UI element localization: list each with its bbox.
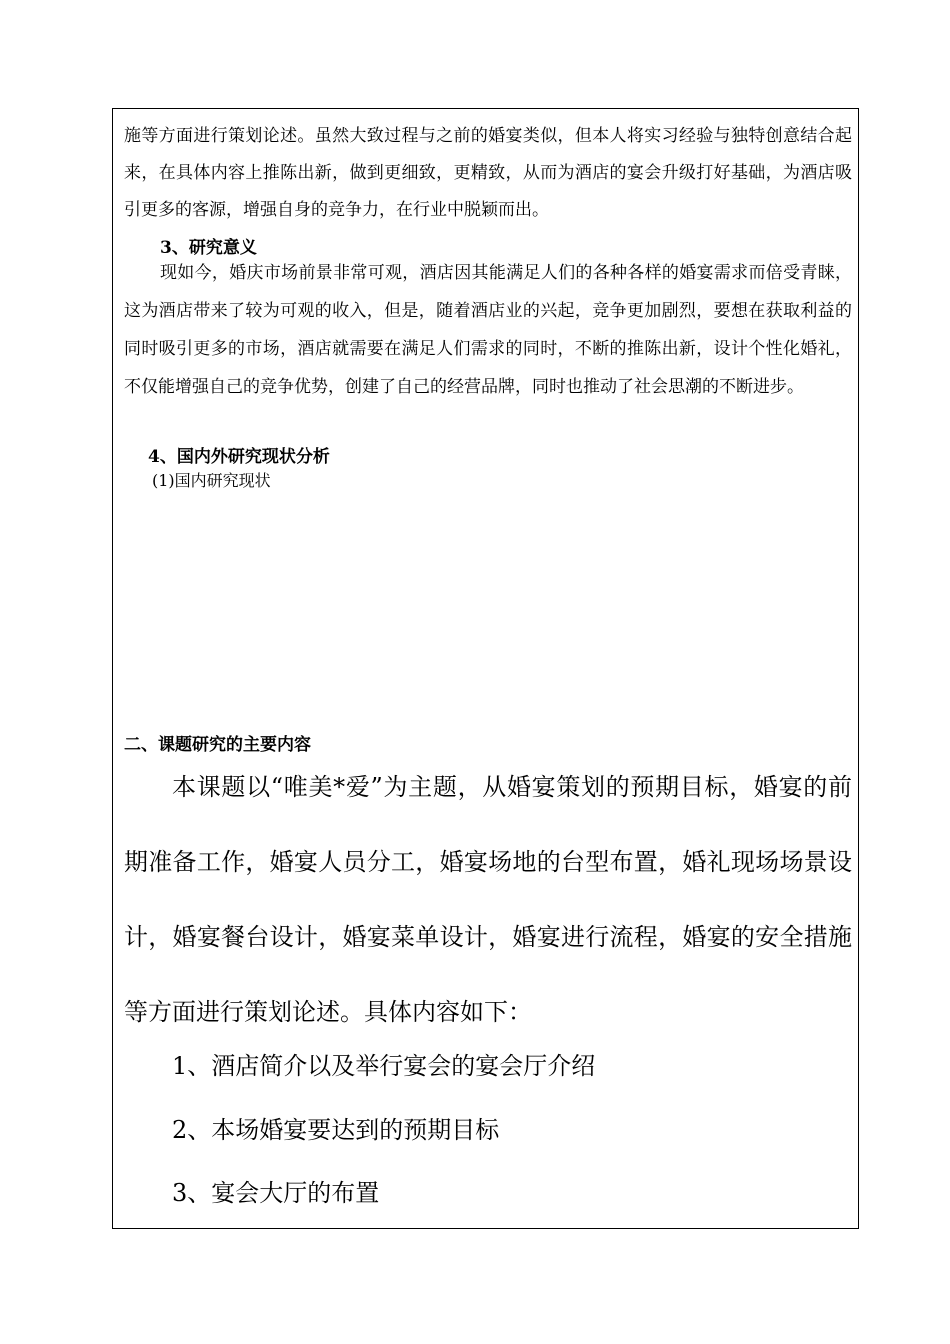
paragraph-research-significance: 现如今，婚庆市场前景非常可观，酒店因其能满足人们的各种各样的婚宴需求而倍受青睐，这为酒店带来了较为可观的收入，但是，随着酒店业的兴起，竞争更加剧烈，要想在获取利益的同时吸引更多的市场，酒店就需要在满足人们需求的同时，不断的推陈出新，设计个性化婚礼，不仅能增强自己的竞争优势，创建了自己的经营品牌，同时也推动了社会思潮的不断进步。 <box>124 263 852 397</box>
list-item: 3、宴会大厅的布置 <box>172 1179 380 1207</box>
heading-main-content: 二、课题研究的主要内容 <box>124 735 311 755</box>
subheading-domestic-status: (1)国内研究现状 <box>152 471 271 490</box>
heading-research-status: 4、国内外研究现状分析 <box>148 447 330 467</box>
list-item: 1、酒店简介以及举行宴会的宴会厅介绍 <box>172 1052 596 1080</box>
heading-research-significance: 3、研究意义 <box>160 238 257 258</box>
list-item: 2、本场婚宴要达到的预期目标 <box>172 1116 500 1144</box>
paragraph-continuation: 施等方面进行策划论述。虽然大致过程与之前的婚宴类似，但本人将实习经验与独特创意结合起来，在具体内容上推陈出新，做到更细致，更精致，从而为酒店的宴会升级打好基础，为酒店吸引更多的客源，增强自身的竞争力，在行业中脱颖而出。 <box>124 126 852 220</box>
paragraph-main-content: 本课题以“唯美*爱”为主题，从婚宴策划的预期目标，婚宴的前期准备工作，婚宴人员分工，婚宴场地的台型布置，婚礼现场场景设计，婚宴餐台设计，婚宴菜单设计，婚宴进行流程，婚宴的安全措施等方面进行策划论述。具体内容如下： <box>124 773 852 1026</box>
